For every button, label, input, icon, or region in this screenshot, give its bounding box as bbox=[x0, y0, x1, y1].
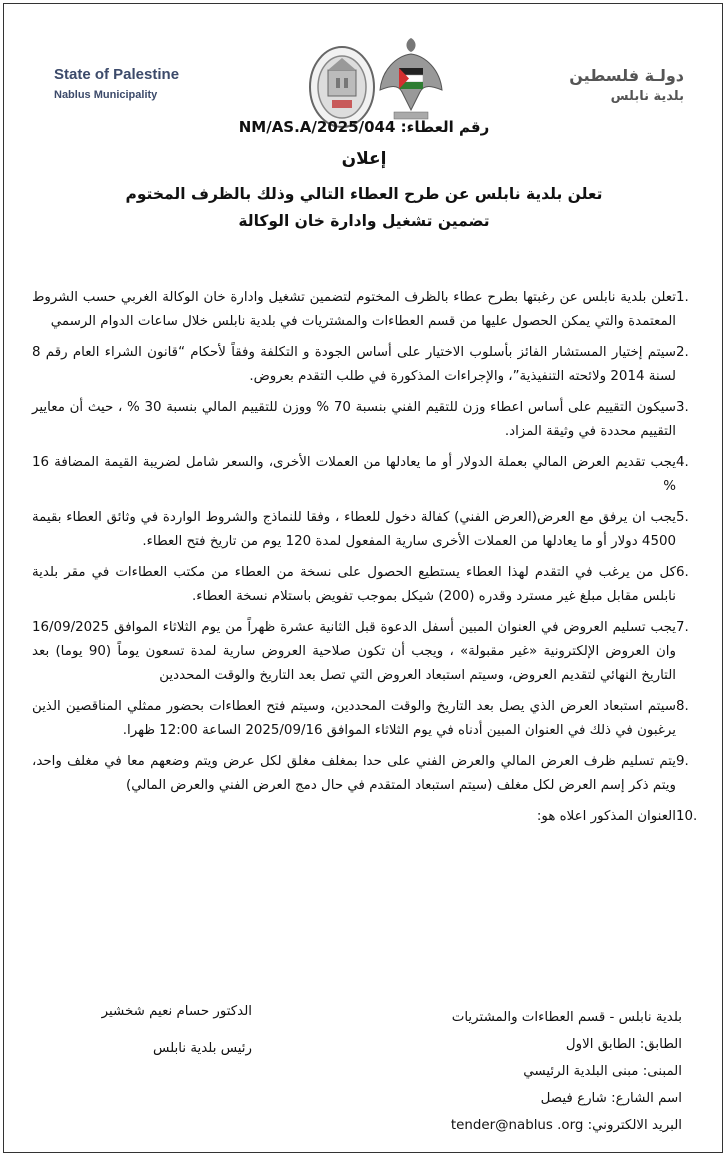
arabic-state-title: دولـة فلسطين bbox=[569, 66, 684, 85]
address-building: المبنى: مبنى البلدية الرئيسي bbox=[523, 1064, 682, 1079]
email-value[interactable]: tender@nablus .org bbox=[450, 1118, 584, 1133]
item-text: تعلن بلدية نابلس عن رغبتها بطرح عطاء بالظرف المختوم لتضمين تشغيل وادارة خان الوكالة الغربي حسب الشروط المعتمدة والتي يمكن الحصول عليها من قسم العطاءات والمشتريات في بلدية نابلس خلال ساعات الدوام الرسمي bbox=[32, 290, 676, 329]
address-floor: الطابق: الطابق الاول bbox=[565, 1037, 682, 1052]
signature-block bbox=[32, 1004, 252, 1078]
item-number: 7. bbox=[676, 620, 689, 635]
announcement-frame bbox=[3, 3, 723, 1153]
announcement-headings bbox=[4, 149, 724, 235]
item-number: 4. bbox=[676, 455, 689, 470]
item-number: 2. bbox=[676, 345, 689, 360]
item-text: كل من يرغب في التقدم لهذا العطاء يستطيع الحصول على نسخة من العطاء من مكتب العطاءات في مقر بلدية نابلس مقابل مبلغ غير مسترد وقدره (200) شيكل بموجب تفويض باستلام نسخة العطاء. bbox=[32, 565, 676, 604]
item-text: يجب تسليم العروض في العنوان المبين أسفل الدعوة قبل الثانية عشرة ظهراً من يوم الثلاثاء الموافق 16/09/2025 وان العروض الإلكترونية «غير مقبولة» ، ويجب أن تكون صلاحية العروض سارية لمدة تسعون يوماً (90 يوما) بعد التاريخ النهائي لتقديم العروض، وسيتم استبعاد العروض التي تصل بعد التاريخ والوقت المحددين bbox=[32, 620, 676, 683]
terms-list bbox=[32, 286, 716, 836]
item-text: سيتم إختيار المستشار الفائز بأسلوب الاختيار على أساس الجودة و التكلفة وفقاً لأحكام “قانون الشراء العام رقم 8 لسنة 2014 ولائحته التنفيذية”، والإجراءات المذكورة في طلب التقدم بعروض. bbox=[32, 345, 676, 384]
address-department: بلدية نابلس - قسم العطاءات والمشتريات bbox=[451, 1010, 682, 1025]
item-text: يتم تسليم ظرف العرض المالي والعرض الفني على حدا بمغلف مغلق لكل عرض ويتم وضعهم معا في مغلف واحد، ويتم ذكر إسم العرض لكل مغلف (سيتم استبعاد المتقدم في حال دمج العرض الفني والعرض المالي) bbox=[32, 754, 676, 793]
signatory-name: الدكتور حسام نعيم شخشير bbox=[101, 1004, 252, 1019]
list-item bbox=[32, 286, 716, 334]
list-item bbox=[32, 616, 716, 688]
item-text: سيتم استبعاد العرض الذي يصل بعد التاريخ والوقت المحددين، وسيتم فتح العطاءات بحضور ممثلي المناقصين الذين يرغبون في ذلك في العنوان المبين أدناه في يوم الثلاثاء الموافق 2025/09/16 الساعة 12:00 ظهرا. bbox=[32, 699, 676, 738]
address-email-row bbox=[352, 1112, 682, 1139]
item-text: سيكون التقييم على أساس اعطاء وزن للتقيم الفني بنسبة 70 % ووزن للتقييم المالي بنسبة 30 % ، حيث أن معايير التقييم محددة في وثيقة المزاد. bbox=[32, 400, 677, 439]
item-number: 6. bbox=[676, 565, 689, 580]
header-english bbox=[54, 66, 179, 101]
item-number: 5. bbox=[676, 510, 689, 525]
announcement-title: إعلان bbox=[341, 149, 387, 169]
tender-reference bbox=[4, 116, 724, 138]
item-number: 9. bbox=[676, 754, 689, 769]
item-text: العنوان المذكور اعلاه هو: bbox=[536, 809, 676, 824]
english-state-title: State of Palestine bbox=[54, 66, 180, 83]
item-number: 8. bbox=[676, 699, 689, 714]
item-number: 10. bbox=[676, 809, 698, 824]
tender-reference-code: NM/AS.A/2025/044 bbox=[238, 118, 396, 136]
list-item bbox=[32, 506, 716, 554]
item-number: 3. bbox=[676, 400, 689, 415]
list-item bbox=[32, 561, 716, 609]
announcement-line-2: تضمين تشغيل وادارة خان الوكالة bbox=[238, 212, 490, 230]
item-number: 1. bbox=[676, 290, 689, 305]
signatory-title: رئيس بلدية نابلس bbox=[153, 1041, 252, 1056]
email-label: البريد الالكتروني: bbox=[587, 1118, 682, 1133]
item-text: يجب تقديم العرض المالي بعملة الدولار أو ما يعادلها من العملات الأخرى، والسعر شامل لضريبة القيمة المضافة 16 % bbox=[32, 455, 676, 494]
item-text: يجب ان يرفق مع العرض(العرض الفني) كفالة دخول للعطاء ، وفقا للنماذج والشروط الواردة في وثائق العطاء بقيمة 4500 دولار أو ما يعادلها من العملات الأخرى سارية المفعول لمدة 120 يوم من تاريخ فتح العطاء. bbox=[32, 510, 676, 549]
list-item bbox=[32, 396, 716, 444]
list-item bbox=[32, 695, 716, 743]
english-municipality-title: Nablus Municipality bbox=[54, 89, 158, 101]
address-street: اسم الشارع: شارع فيصل bbox=[540, 1091, 682, 1106]
list-item bbox=[32, 341, 716, 389]
list-item bbox=[32, 451, 716, 499]
header-arabic bbox=[569, 66, 684, 104]
address-block bbox=[352, 1004, 682, 1139]
announcement-line-1: تعلن بلدية نابلس عن طرح العطاء التالي وذلك بالظرف المختوم bbox=[125, 185, 603, 203]
list-item bbox=[32, 750, 716, 798]
tender-reference-label: رقم العطاء: bbox=[400, 118, 490, 136]
arabic-municipality-title: بلدية نابلس bbox=[610, 89, 684, 104]
list-item bbox=[32, 805, 716, 829]
palestine-eagle-emblem bbox=[376, 34, 446, 126]
